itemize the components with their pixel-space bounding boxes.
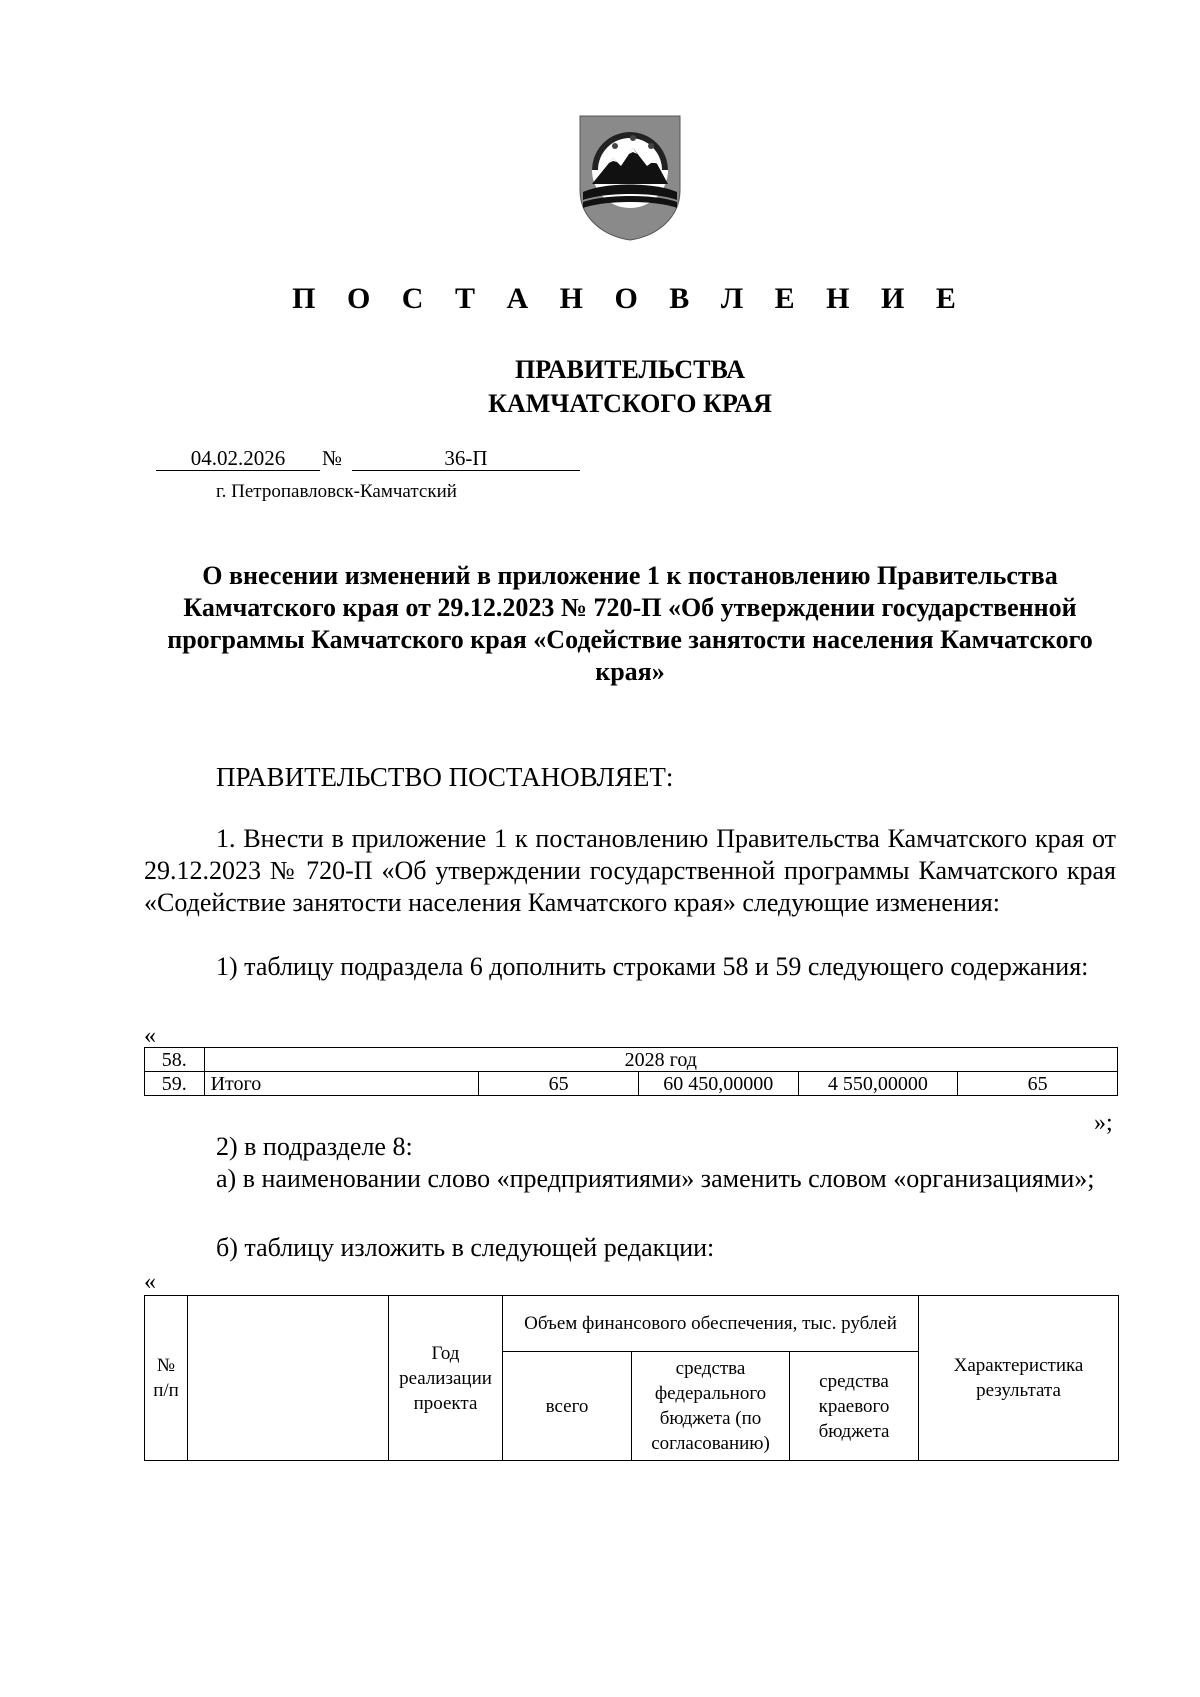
- table-cell: 60 450,00000: [638, 1072, 798, 1096]
- column-header-finance: Объем финансового обеспечения, тыс. рублей: [503, 1296, 919, 1352]
- table-cell: 4 550,00000: [798, 1072, 958, 1096]
- paragraph-1-2-a-text: а) в наименовании слово «предприятиями» заменить словом «организациями»;: [216, 1164, 1095, 1193]
- document-subject: О внесении изменений в приложение 1 к постановлению Правительства Камчатского края от 29.12.2023 № 720-П «Об утверждении государственной программы Камчатского края «Содействие занятости населения Камчатского края»: [167, 561, 1093, 686]
- document-date: 04.02.2026: [156, 446, 320, 471]
- row-text: 2028 год: [204, 1048, 1117, 1072]
- column-header-result: Характеристика результата: [919, 1296, 1119, 1461]
- document-number: 36-П: [352, 446, 580, 471]
- table-header-row: [145, 1296, 1119, 1352]
- row-number: 59.: [145, 1072, 205, 1096]
- column-header-number: № п/п: [145, 1296, 188, 1461]
- table-subsection-6-rows: [144, 1047, 1118, 1096]
- issuer-line-2: КАМЧАТСКОГО КРАЯ: [488, 389, 772, 418]
- paragraph-1: [144, 823, 1116, 919]
- number-sign: №: [322, 446, 343, 470]
- column-header-regional: средства краевого бюджета: [790, 1352, 919, 1461]
- column-header-blank: [188, 1296, 389, 1461]
- paragraph-1-2-b: б) таблицу изложить в следующей редакции:: [216, 1233, 715, 1262]
- paragraph-1-1: [144, 951, 1116, 983]
- resolve-heading: ПРАВИТЕЛЬСТВО ПОСТАНОВЛЯЕТ:: [216, 762, 674, 792]
- table-subsection-8-header: [144, 1295, 1119, 1461]
- column-header-year: Год реализации проекта: [389, 1296, 503, 1461]
- city-name: г. Петропавловск-Камчатский: [216, 481, 457, 502]
- table-cell: 65: [958, 1072, 1118, 1096]
- paragraph-1-1-text: 1) таблицу подраздела 6 дополнить строками 58 и 59 следующего содержания:: [216, 952, 1089, 981]
- document-type-title: П О С Т А Н О В Л Е Н И Е: [292, 282, 968, 315]
- issuer-title: [0, 353, 1200, 421]
- paragraph-1-text: 1. Внести в приложение 1 к постановлению Правительства Камчатского края от 29.12.2023 № 720-П «Об утверждении государственной программы Камчатского края «Содействие занятости населения Камчатского края» следующие изменения:: [144, 824, 1116, 917]
- quote-open-1: «: [144, 1023, 156, 1049]
- table-row: [145, 1048, 1118, 1072]
- row-number: 58.: [145, 1048, 205, 1072]
- paragraph-1-2-a: [144, 1163, 1116, 1195]
- kamchatka-coat-of-arms-icon: [575, 112, 685, 242]
- row-label: Итого: [204, 1072, 479, 1096]
- issuer-line-1: ПРАВИТЕЛЬСТВА: [515, 355, 745, 384]
- paragraph-1-2: 2) в подразделе 8:: [216, 1132, 413, 1161]
- quote-open-2: «: [144, 1269, 156, 1295]
- column-header-federal: средства федерального бюджета (по согласованию): [632, 1352, 790, 1461]
- table-row: [145, 1072, 1118, 1096]
- table-cell: 65: [479, 1072, 639, 1096]
- column-header-total: всего: [503, 1352, 632, 1461]
- quote-close-1: »;: [1094, 1110, 1113, 1136]
